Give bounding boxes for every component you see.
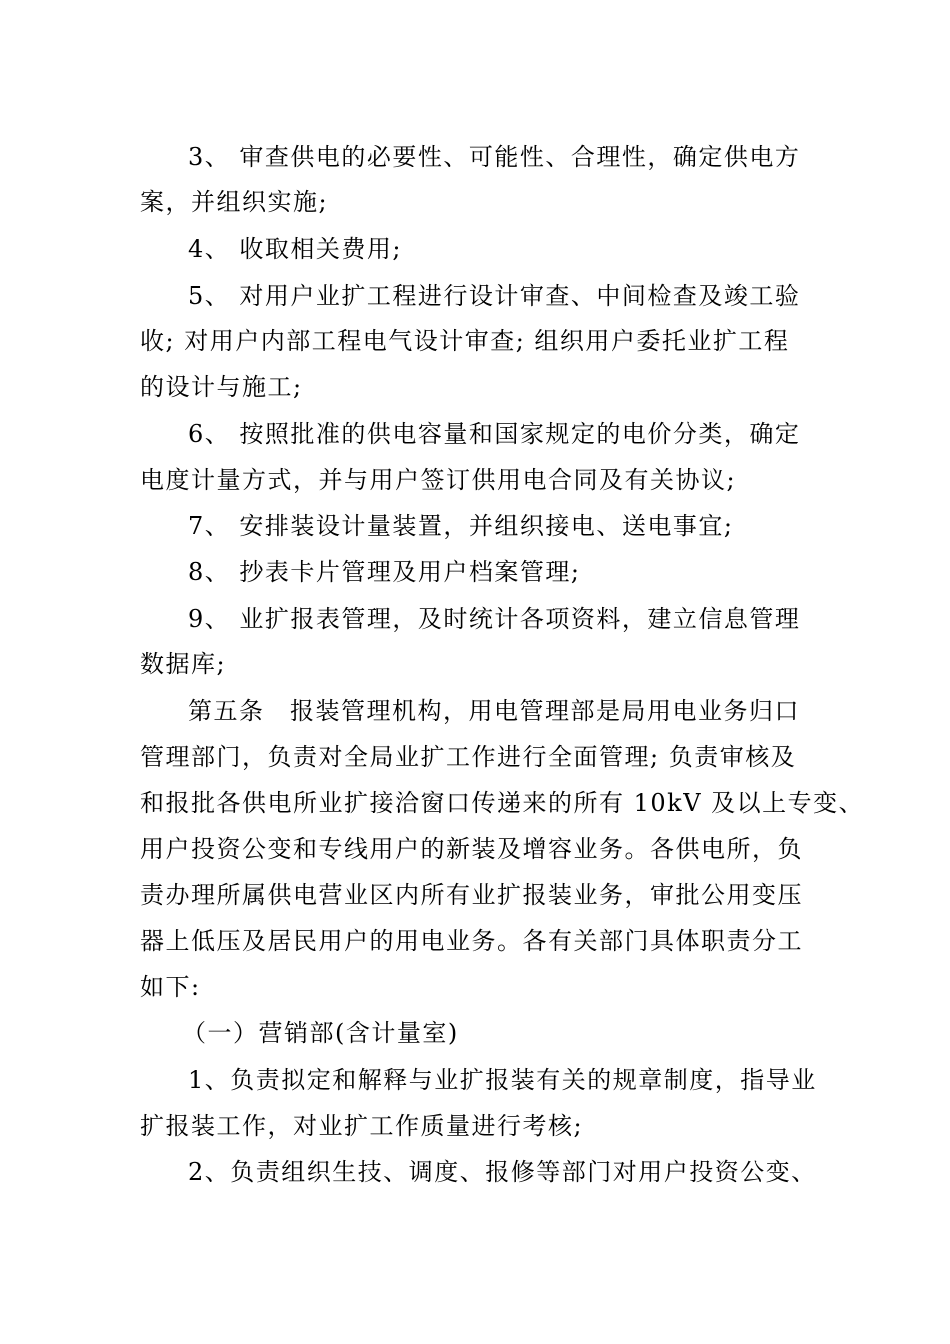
text-line: 6、 按照批准的供电容量和国家规定的电价分类，确定	[188, 420, 801, 448]
text-line: 第五条 报装管理机构，用电管理部是局用电业务归口	[188, 697, 800, 725]
section-heading: （一）营销部(含计量室)	[182, 1019, 459, 1047]
text-line: 电度计量方式，并与用户签订供用电合同及有关协议;	[140, 466, 737, 494]
text-line: 数据库;	[140, 650, 227, 678]
text-line: 扩报装工作，对业扩工作质量进行考核;	[140, 1112, 584, 1140]
text-line: 7、 安排装设计量装置，并组织接电、送电事宜;	[188, 512, 734, 540]
text-line: 收; 对用户内部工程电气设计审查; 组织用户委托业扩工程	[140, 327, 790, 355]
text-line: 用户投资公变和专线用户的新装及增容业务。各供电所，负	[140, 835, 803, 863]
text-line: 9、 业扩报表管理，及时统计各项资料，建立信息管理	[188, 605, 801, 633]
text-line: 3、 审查供电的必要性、可能性、合理性，确定供电方	[188, 143, 801, 171]
text-line: 5、 对用户业扩工程进行设计审查、中间检查及竣工验	[188, 282, 801, 310]
text-line: 案，并组织实施;	[140, 188, 329, 216]
text-line: 责办理所属供电营业区内所有业扩报装业务，审批公用变压	[140, 881, 803, 909]
text-line: 如下:	[140, 973, 201, 1001]
text-line: 器上低压及居民用户的用电业务。各有关部门具体职责分工	[140, 927, 803, 955]
text-line: 8、 抄表卡片管理及用户档案管理;	[188, 558, 581, 586]
text-line: 2、负责组织生技、调度、报修等部门对用户投资公变、	[188, 1158, 817, 1186]
text-line: 管理部门，负责对全局业扩工作进行全面管理; 负责审核及	[140, 743, 797, 771]
text-line: 和报批各供电所业扩接洽窗口传递来的所有 10kV 及以上专变、	[140, 789, 865, 817]
text-line: 4、 收取相关费用;	[188, 235, 402, 263]
text-line: 1、负责拟定和解释与业扩报装有关的规章制度，指导业	[188, 1066, 817, 1094]
text-line: 的设计与施工;	[140, 373, 303, 401]
